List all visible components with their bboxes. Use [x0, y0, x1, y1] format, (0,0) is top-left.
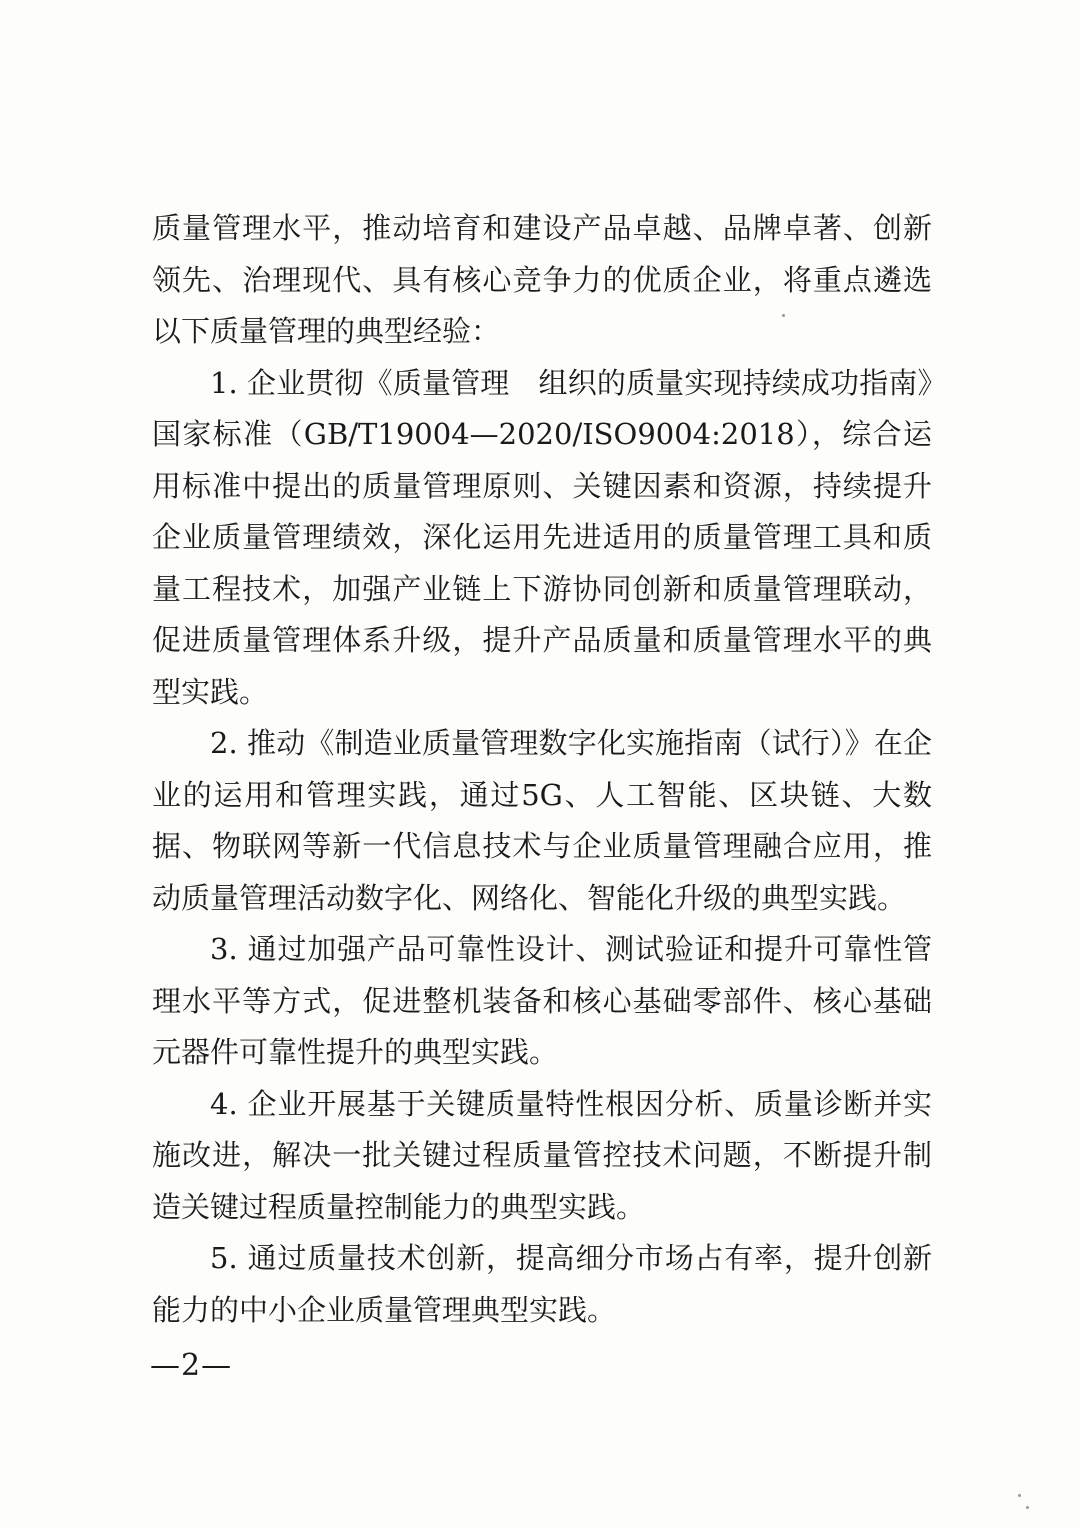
document-body: [152, 203, 932, 1336]
scan-speck: [1026, 1506, 1029, 1509]
paragraph-intro-continuation: 质量管理水平，推动培育和建设产品卓越、品牌卓著、创新领先、治理现代、具有核心竞争力的优质企业，将重点遴选以下质量管理的典型经验：: [152, 211, 932, 348]
paragraph-item-2: 2. 推动《制造业质量管理数字化实施指南（试行）》在企业的运用和管理实践，通过5G、人工智能、区块链、大数据、物联网等新一代信息技术与企业质量管理融合应用，推动质量管理活动数字化、网络化、智能化升级的典型实践。: [152, 726, 932, 915]
paragraph-item-1: 1. 企业贯彻《质量管理 组织的质量实现持续成功指南》国家标准（GB/T19004—2020/ISO9004:2018），综合运用标准中提出的质量管理原则、关键因素和资源，持续提升企业质量管理绩效，深化运用先进适用的质量管理工具和质量工程技术，加强产业链上下游协同创新和质量管理联动，促进质量管理体系升级，提升产品质量和质量管理水平的典型实践。: [152, 365, 932, 709]
paragraph-item-4: 4. 企业开展基于关键质量特性根因分析、质量诊断并实施改进，解决一批关键过程质量管控技术问题，不断提升制造关键过程质量控制能力的典型实践。: [152, 1086, 932, 1224]
scan-speck: [782, 314, 785, 317]
paragraph-item-5: 5. 通过质量技术创新，提高细分市场占有率，提升创新能力的中小企业质量管理典型实践。: [152, 1241, 932, 1327]
page-number: —2—: [150, 1348, 233, 1383]
scan-speck: [1018, 1494, 1021, 1497]
paragraph-item-3: 3. 通过加强产品可靠性设计、测试验证和提升可靠性管理水平等方式，促进整机装备和核心基础零部件、核心基础元器件可靠性提升的典型实践。: [152, 932, 932, 1069]
